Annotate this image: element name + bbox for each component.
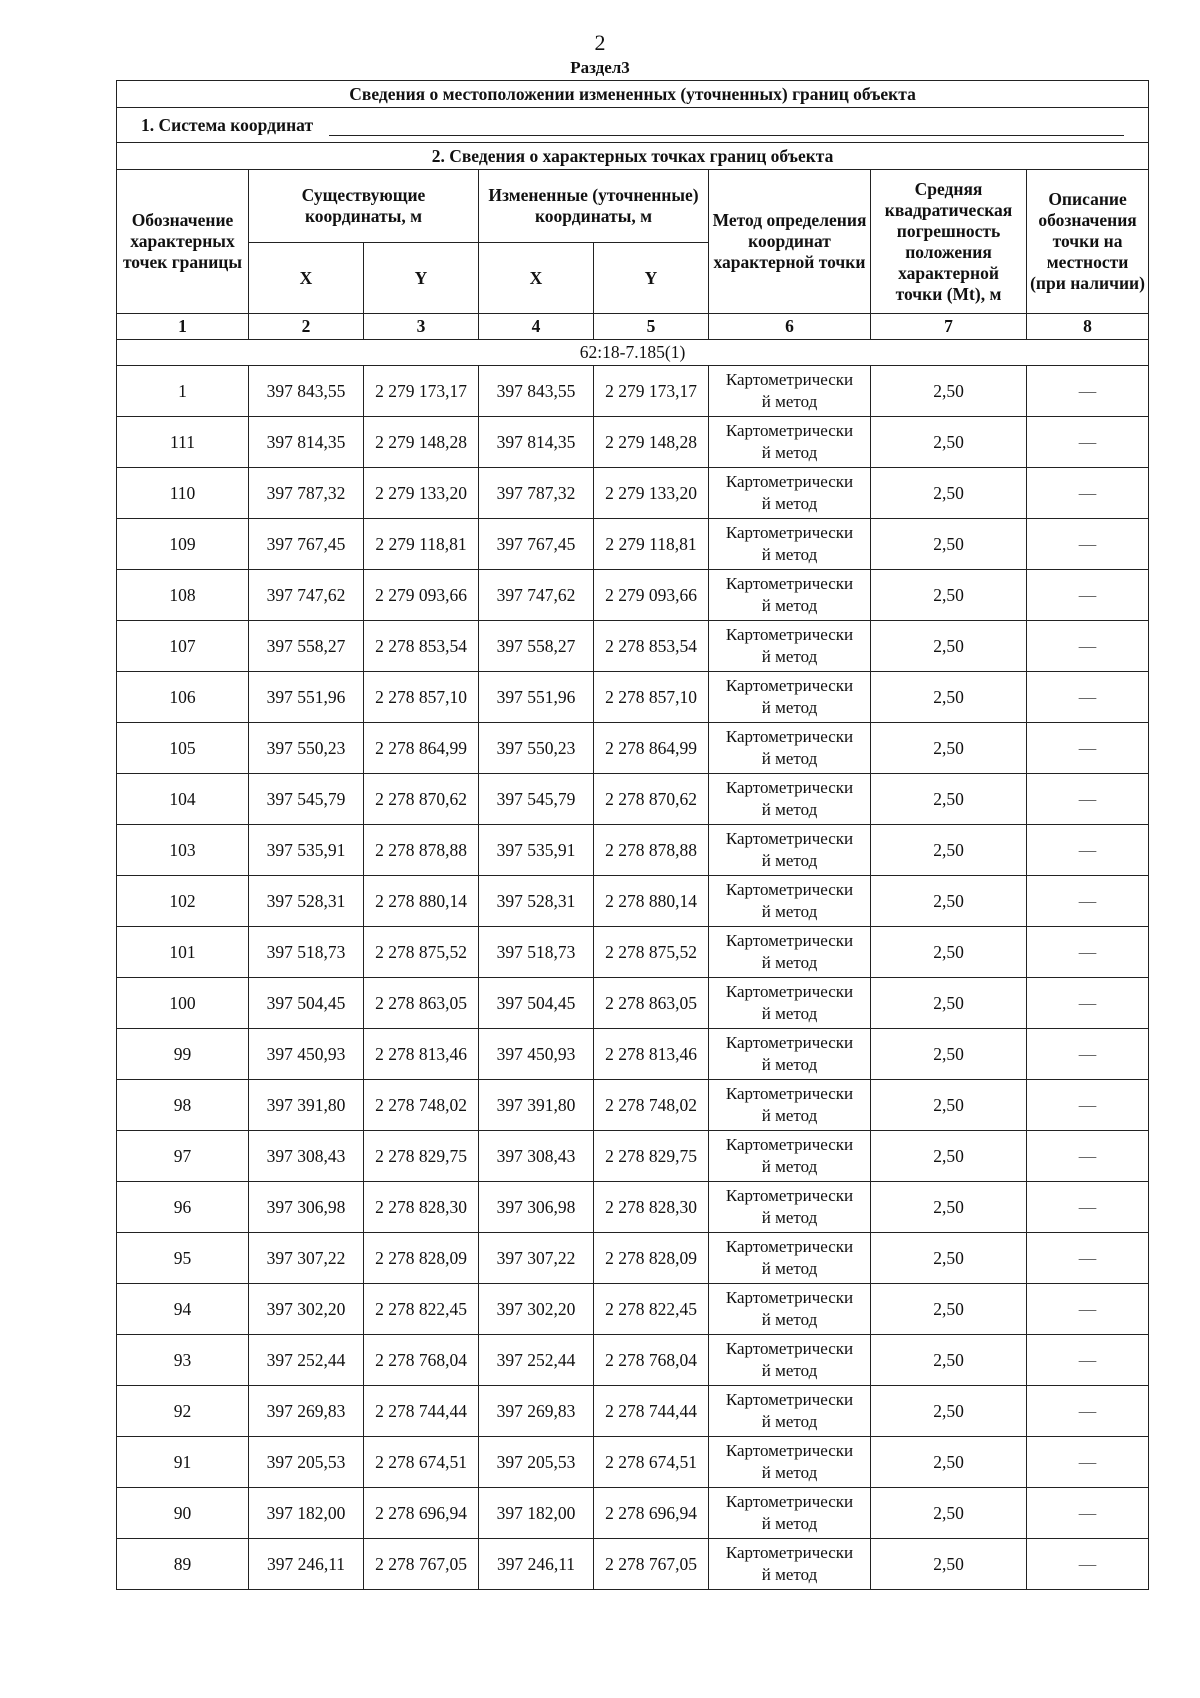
existing-x-cell: 397 545,79 <box>249 774 364 825</box>
changed-y-cell: 2 278 822,45 <box>594 1284 709 1335</box>
existing-x-cell: 397 550,23 <box>249 723 364 774</box>
error-cell: 2,50 <box>871 519 1027 570</box>
error-cell: 2,50 <box>871 1182 1027 1233</box>
table-row <box>117 1539 1149 1590</box>
changed-x-cell: 397 843,55 <box>479 366 594 417</box>
header-error: Средняя квадратическая погрешность положения характерной точки (Mt), м <box>871 170 1027 314</box>
table-row <box>117 621 1149 672</box>
existing-y-cell: 2 278 864,99 <box>364 723 479 774</box>
existing-y-cell: 2 278 875,52 <box>364 927 479 978</box>
description-cell: — <box>1027 1335 1149 1386</box>
existing-x-cell: 397 518,73 <box>249 927 364 978</box>
table-row <box>117 1131 1149 1182</box>
changed-y-cell: 2 278 767,05 <box>594 1539 709 1590</box>
method-text-line1: Картометрически <box>725 880 854 899</box>
column-number: 7 <box>871 314 1027 340</box>
description-cell: — <box>1027 978 1149 1029</box>
description-cell: — <box>1027 927 1149 978</box>
method-text-line1: Картометрически <box>725 1543 854 1562</box>
error-cell: 2,50 <box>871 1437 1027 1488</box>
method-text-line1: Картометрически <box>725 523 854 542</box>
changed-x-cell: 397 252,44 <box>479 1335 594 1386</box>
method-text-line1: Картометрически <box>725 727 854 746</box>
existing-y-cell: 2 278 878,88 <box>364 825 479 876</box>
coord-system-row <box>117 108 1149 143</box>
method-text-line1: Картометрически <box>725 1492 854 1511</box>
existing-y-cell: 2 279 133,20 <box>364 468 479 519</box>
existing-x-cell: 397 528,31 <box>249 876 364 927</box>
point-cell: 94 <box>117 1284 249 1335</box>
error-cell: 2,50 <box>871 672 1027 723</box>
description-cell: — <box>1027 1029 1149 1080</box>
column-number: 8 <box>1027 314 1149 340</box>
error-cell: 2,50 <box>871 1488 1027 1539</box>
description-cell: — <box>1027 1233 1149 1284</box>
method-text-line2: й метод <box>761 953 818 972</box>
changed-y-cell: 2 278 870,62 <box>594 774 709 825</box>
method-text-line1: Картометрически <box>725 829 854 848</box>
column-number: 5 <box>594 314 709 340</box>
point-cell: 98 <box>117 1080 249 1131</box>
existing-y-cell: 2 279 173,17 <box>364 366 479 417</box>
table-row <box>117 672 1149 723</box>
changed-x-cell: 397 182,00 <box>479 1488 594 1539</box>
point-cell: 110 <box>117 468 249 519</box>
point-cell: 99 <box>117 1029 249 1080</box>
description-cell: — <box>1027 774 1149 825</box>
point-cell: 100 <box>117 978 249 1029</box>
column-number: 2 <box>249 314 364 340</box>
description-cell: — <box>1027 1437 1149 1488</box>
method-cell <box>709 1335 871 1386</box>
changed-x-cell: 397 747,62 <box>479 570 594 621</box>
existing-y-cell: 2 278 829,75 <box>364 1131 479 1182</box>
method-text-line2: й метод <box>761 1514 818 1533</box>
method-cell <box>709 1233 871 1284</box>
point-cell: 91 <box>117 1437 249 1488</box>
changed-y-cell: 2 278 863,05 <box>594 978 709 1029</box>
existing-y-cell: 2 278 880,14 <box>364 876 479 927</box>
point-cell: 111 <box>117 417 249 468</box>
method-text-line1: Картометрически <box>725 370 854 389</box>
method-text-line2: й метод <box>761 392 818 411</box>
changed-y-cell: 2 278 828,09 <box>594 1233 709 1284</box>
changed-y-cell: 2 279 133,20 <box>594 468 709 519</box>
method-text-line2: й метод <box>761 1055 818 1074</box>
existing-y-cell: 2 278 767,05 <box>364 1539 479 1590</box>
description-cell: — <box>1027 825 1149 876</box>
existing-x-cell: 397 450,93 <box>249 1029 364 1080</box>
coord-system-blank-line <box>329 119 1124 136</box>
error-cell: 2,50 <box>871 825 1027 876</box>
changed-x-cell: 397 306,98 <box>479 1182 594 1233</box>
table-row <box>117 876 1149 927</box>
method-cell <box>709 1284 871 1335</box>
existing-x-cell: 397 767,45 <box>249 519 364 570</box>
method-text-line2: й метод <box>761 494 818 513</box>
changed-x-cell: 397 302,20 <box>479 1284 594 1335</box>
point-cell: 106 <box>117 672 249 723</box>
header-changed-y: Y <box>594 243 709 314</box>
method-cell <box>709 1029 871 1080</box>
description-cell: — <box>1027 672 1149 723</box>
existing-x-cell: 397 252,44 <box>249 1335 364 1386</box>
method-text-line1: Картометрически <box>725 676 854 695</box>
changed-y-cell: 2 278 857,10 <box>594 672 709 723</box>
point-cell: 104 <box>117 774 249 825</box>
table-row <box>117 774 1149 825</box>
existing-x-cell: 397 246,11 <box>249 1539 364 1590</box>
error-cell: 2,50 <box>871 570 1027 621</box>
method-text-line2: й метод <box>761 902 818 921</box>
method-text-line2: й метод <box>761 1208 818 1227</box>
description-cell: — <box>1027 1539 1149 1590</box>
existing-x-cell: 397 747,62 <box>249 570 364 621</box>
existing-y-cell: 2 278 863,05 <box>364 978 479 1029</box>
header-existing-coords: Существующие координаты, м <box>249 170 479 243</box>
error-cell: 2,50 <box>871 978 1027 1029</box>
error-cell: 2,50 <box>871 468 1027 519</box>
changed-y-cell: 2 278 878,88 <box>594 825 709 876</box>
changed-x-cell: 397 550,23 <box>479 723 594 774</box>
method-text-line2: й метод <box>761 647 818 666</box>
changed-y-cell: 2 278 829,75 <box>594 1131 709 1182</box>
method-cell <box>709 417 871 468</box>
existing-y-cell: 2 278 822,45 <box>364 1284 479 1335</box>
existing-x-cell: 397 843,55 <box>249 366 364 417</box>
method-cell <box>709 519 871 570</box>
table-row <box>117 1437 1149 1488</box>
existing-x-cell: 397 551,96 <box>249 672 364 723</box>
error-cell: 2,50 <box>871 417 1027 468</box>
table-row <box>117 1284 1149 1335</box>
existing-x-cell: 397 535,91 <box>249 825 364 876</box>
description-cell: — <box>1027 621 1149 672</box>
table-row <box>117 1182 1149 1233</box>
method-text-line1: Картометрически <box>725 421 854 440</box>
method-cell <box>709 825 871 876</box>
changed-x-cell: 397 814,35 <box>479 417 594 468</box>
existing-x-cell: 397 308,43 <box>249 1131 364 1182</box>
method-text-line2: й метод <box>761 1106 818 1125</box>
method-cell <box>709 621 871 672</box>
method-text-line1: Картометрически <box>725 1186 854 1205</box>
changed-y-cell: 2 278 875,52 <box>594 927 709 978</box>
method-text-line1: Картометрически <box>725 931 854 950</box>
existing-y-cell: 2 278 674,51 <box>364 1437 479 1488</box>
existing-x-cell: 397 307,22 <box>249 1233 364 1284</box>
method-cell <box>709 672 871 723</box>
changed-y-cell: 2 278 828,30 <box>594 1182 709 1233</box>
method-text-line1: Картометрически <box>725 574 854 593</box>
changed-x-cell: 397 558,27 <box>479 621 594 672</box>
changed-y-cell: 2 278 853,54 <box>594 621 709 672</box>
method-text-line2: й метод <box>761 1361 818 1380</box>
method-text-line1: Картометрически <box>725 1390 854 1409</box>
method-cell <box>709 1437 871 1488</box>
table-row <box>117 1335 1149 1386</box>
changed-y-cell: 2 278 768,04 <box>594 1335 709 1386</box>
method-text-line1: Картометрически <box>725 982 854 1001</box>
description-cell: — <box>1027 1386 1149 1437</box>
point-cell: 93 <box>117 1335 249 1386</box>
description-cell: — <box>1027 1080 1149 1131</box>
table-row <box>117 519 1149 570</box>
existing-y-cell: 2 278 748,02 <box>364 1080 479 1131</box>
changed-y-cell: 2 278 813,46 <box>594 1029 709 1080</box>
header-method: Метод определения координат характерной точки <box>709 170 871 314</box>
existing-x-cell: 397 504,45 <box>249 978 364 1029</box>
changed-x-cell: 397 528,31 <box>479 876 594 927</box>
description-cell: — <box>1027 417 1149 468</box>
changed-x-cell: 397 767,45 <box>479 519 594 570</box>
column-numbers-row <box>117 314 1149 340</box>
point-cell: 1 <box>117 366 249 417</box>
existing-y-cell: 2 278 696,94 <box>364 1488 479 1539</box>
point-cell: 96 <box>117 1182 249 1233</box>
changed-y-cell: 2 279 173,17 <box>594 366 709 417</box>
table-title: Сведения о местоположении измененных (уточненных) границ объекта <box>117 81 1149 108</box>
table-row <box>117 1386 1149 1437</box>
method-text-line2: й метод <box>761 1004 818 1023</box>
description-cell: — <box>1027 468 1149 519</box>
point-cell: 107 <box>117 621 249 672</box>
changed-x-cell: 397 391,80 <box>479 1080 594 1131</box>
method-text-line2: й метод <box>761 545 818 564</box>
method-cell <box>709 1182 871 1233</box>
point-cell: 105 <box>117 723 249 774</box>
method-cell <box>709 1386 871 1437</box>
description-cell: — <box>1027 1284 1149 1335</box>
error-cell: 2,50 <box>871 1233 1027 1284</box>
point-cell: 89 <box>117 1539 249 1590</box>
error-cell: 2,50 <box>871 876 1027 927</box>
method-text-line2: й метод <box>761 1463 818 1482</box>
method-cell <box>709 1488 871 1539</box>
existing-y-cell: 2 278 768,04 <box>364 1335 479 1386</box>
existing-x-cell: 397 558,27 <box>249 621 364 672</box>
changed-x-cell: 397 545,79 <box>479 774 594 825</box>
method-text-line2: й метод <box>761 851 818 870</box>
changed-x-cell: 397 246,11 <box>479 1539 594 1590</box>
description-cell: — <box>1027 1131 1149 1182</box>
coord-system-label: 1. Система координат <box>141 114 314 135</box>
changed-x-cell: 397 504,45 <box>479 978 594 1029</box>
description-cell: — <box>1027 723 1149 774</box>
existing-x-cell: 397 391,80 <box>249 1080 364 1131</box>
changed-x-cell: 397 787,32 <box>479 468 594 519</box>
method-cell <box>709 570 871 621</box>
table-row <box>117 570 1149 621</box>
boundary-points-table <box>116 80 1149 1590</box>
point-cell: 90 <box>117 1488 249 1539</box>
existing-x-cell: 397 306,98 <box>249 1182 364 1233</box>
point-cell: 109 <box>117 519 249 570</box>
method-text-line1: Картометрически <box>725 1237 854 1256</box>
existing-x-cell: 397 205,53 <box>249 1437 364 1488</box>
changed-x-cell: 397 518,73 <box>479 927 594 978</box>
column-number: 3 <box>364 314 479 340</box>
existing-y-cell: 2 278 813,46 <box>364 1029 479 1080</box>
error-cell: 2,50 <box>871 1335 1027 1386</box>
method-cell <box>709 774 871 825</box>
existing-y-cell: 2 279 148,28 <box>364 417 479 468</box>
method-text-line2: й метод <box>761 1259 818 1278</box>
column-number: 4 <box>479 314 594 340</box>
changed-x-cell: 397 535,91 <box>479 825 594 876</box>
point-cell: 97 <box>117 1131 249 1182</box>
description-cell: — <box>1027 519 1149 570</box>
header-existing-y: Y <box>364 243 479 314</box>
column-number: 1 <box>117 314 249 340</box>
error-cell: 2,50 <box>871 723 1027 774</box>
method-text-line2: й метод <box>761 1565 818 1584</box>
header-designation: Обозначение характерных точек границы <box>117 170 249 314</box>
error-cell: 2,50 <box>871 927 1027 978</box>
table-row <box>117 1080 1149 1131</box>
table-row <box>117 1029 1149 1080</box>
method-text-line2: й метод <box>761 1310 818 1329</box>
method-text-line1: Картометрически <box>725 472 854 491</box>
existing-x-cell: 397 182,00 <box>249 1488 364 1539</box>
changed-y-cell: 2 278 864,99 <box>594 723 709 774</box>
block-label: 62:18-7.185(1) <box>117 340 1149 366</box>
existing-x-cell: 397 302,20 <box>249 1284 364 1335</box>
method-cell <box>709 366 871 417</box>
method-text-line1: Картометрически <box>725 1288 854 1307</box>
changed-y-cell: 2 279 093,66 <box>594 570 709 621</box>
header-existing-x: X <box>249 243 364 314</box>
changed-y-cell: 2 279 118,81 <box>594 519 709 570</box>
method-text-line2: й метод <box>761 443 818 462</box>
header-changed-coords: Измененные (уточненные) координаты, м <box>479 170 709 243</box>
description-cell: — <box>1027 366 1149 417</box>
error-cell: 2,50 <box>871 1080 1027 1131</box>
method-cell <box>709 468 871 519</box>
table-row <box>117 978 1149 1029</box>
description-cell: — <box>1027 876 1149 927</box>
changed-x-cell: 397 308,43 <box>479 1131 594 1182</box>
error-cell: 2,50 <box>871 1284 1027 1335</box>
error-cell: 2,50 <box>871 1131 1027 1182</box>
method-text-line2: й метод <box>761 800 818 819</box>
method-text-line2: й метод <box>761 698 818 717</box>
method-text-line1: Картометрически <box>725 778 854 797</box>
table-row <box>117 417 1149 468</box>
error-cell: 2,50 <box>871 1539 1027 1590</box>
method-text-line2: й метод <box>761 1412 818 1431</box>
changed-x-cell: 397 205,53 <box>479 1437 594 1488</box>
section-label: Раздел3 <box>570 58 630 77</box>
description-cell: — <box>1027 1488 1149 1539</box>
method-text-line1: Картометрически <box>725 1135 854 1154</box>
method-cell <box>709 723 871 774</box>
method-text-line1: Картометрически <box>725 1084 854 1103</box>
error-cell: 2,50 <box>871 621 1027 672</box>
changed-x-cell: 397 307,22 <box>479 1233 594 1284</box>
existing-y-cell: 2 279 093,66 <box>364 570 479 621</box>
existing-y-cell: 2 278 828,30 <box>364 1182 479 1233</box>
method-text-line2: й метод <box>761 1157 818 1176</box>
changed-y-cell: 2 278 674,51 <box>594 1437 709 1488</box>
existing-x-cell: 397 814,35 <box>249 417 364 468</box>
changed-y-cell: 2 278 696,94 <box>594 1488 709 1539</box>
point-cell: 101 <box>117 927 249 978</box>
existing-y-cell: 2 278 828,09 <box>364 1233 479 1284</box>
existing-y-cell: 2 278 857,10 <box>364 672 479 723</box>
existing-x-cell: 397 787,32 <box>249 468 364 519</box>
point-cell: 92 <box>117 1386 249 1437</box>
table-row <box>117 723 1149 774</box>
table-row <box>117 1233 1149 1284</box>
method-cell <box>709 927 871 978</box>
method-cell <box>709 1080 871 1131</box>
method-text-line1: Картометрически <box>725 625 854 644</box>
error-cell: 2,50 <box>871 1029 1027 1080</box>
changed-y-cell: 2 279 148,28 <box>594 417 709 468</box>
existing-x-cell: 397 269,83 <box>249 1386 364 1437</box>
point-cell: 108 <box>117 570 249 621</box>
points-title: 2. Сведения о характерных точках границ объекта <box>117 143 1149 170</box>
method-cell <box>709 978 871 1029</box>
description-cell: — <box>1027 1182 1149 1233</box>
description-cell: — <box>1027 570 1149 621</box>
page-number: 2 <box>594 30 606 55</box>
point-cell: 95 <box>117 1233 249 1284</box>
method-text-line2: й метод <box>761 749 818 768</box>
method-cell <box>709 1131 871 1182</box>
method-text-line1: Картометрически <box>725 1441 854 1460</box>
table-row <box>117 927 1149 978</box>
method-cell <box>709 1539 871 1590</box>
existing-y-cell: 2 278 744,44 <box>364 1386 479 1437</box>
changed-y-cell: 2 278 748,02 <box>594 1080 709 1131</box>
table-row <box>117 366 1149 417</box>
existing-y-cell: 2 278 870,62 <box>364 774 479 825</box>
changed-y-cell: 2 278 744,44 <box>594 1386 709 1437</box>
existing-y-cell: 2 279 118,81 <box>364 519 479 570</box>
table-row <box>117 1488 1149 1539</box>
error-cell: 2,50 <box>871 1386 1027 1437</box>
table-row <box>117 468 1149 519</box>
changed-y-cell: 2 278 880,14 <box>594 876 709 927</box>
changed-x-cell: 397 551,96 <box>479 672 594 723</box>
point-cell: 102 <box>117 876 249 927</box>
column-number: 6 <box>709 314 871 340</box>
table-row <box>117 825 1149 876</box>
existing-y-cell: 2 278 853,54 <box>364 621 479 672</box>
method-text-line1: Картометрически <box>725 1033 854 1052</box>
method-cell <box>709 876 871 927</box>
header-description: Описание обозначения точки на местности (при наличии) <box>1027 170 1149 314</box>
method-text-line1: Картометрически <box>725 1339 854 1358</box>
method-text-line2: й метод <box>761 596 818 615</box>
header-changed-x: X <box>479 243 594 314</box>
changed-x-cell: 397 269,83 <box>479 1386 594 1437</box>
error-cell: 2,50 <box>871 774 1027 825</box>
point-cell: 103 <box>117 825 249 876</box>
error-cell: 2,50 <box>871 366 1027 417</box>
changed-x-cell: 397 450,93 <box>479 1029 594 1080</box>
